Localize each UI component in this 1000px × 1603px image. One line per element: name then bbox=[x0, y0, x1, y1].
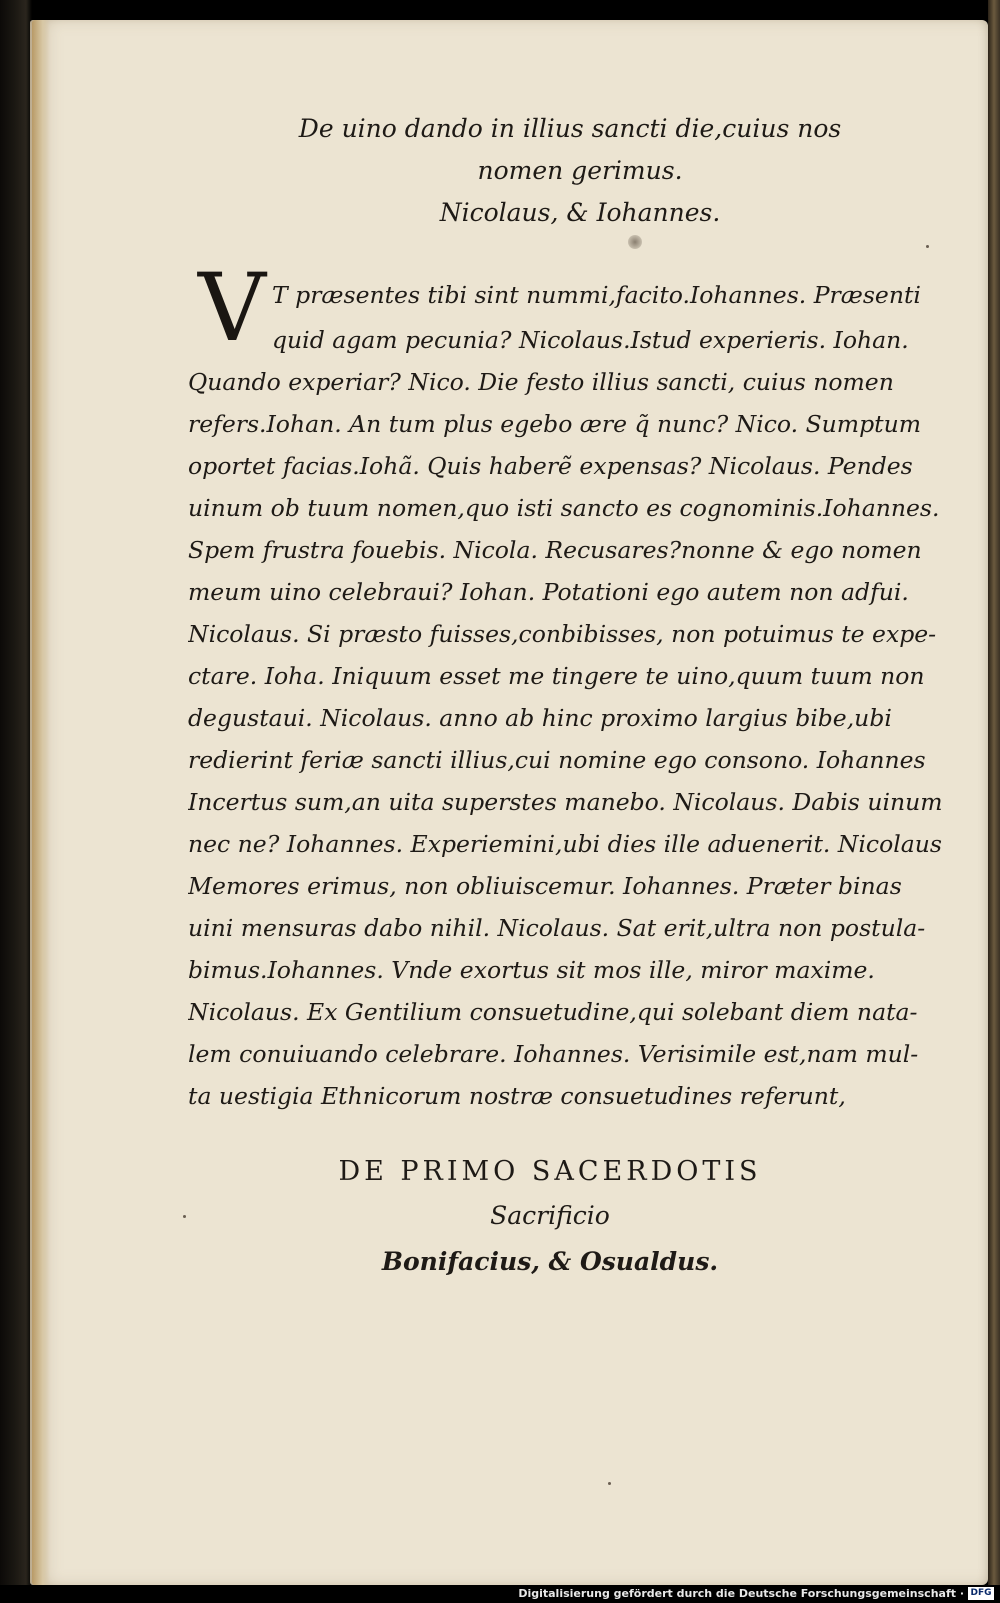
section-heading-line-2: nomen gerimus. bbox=[477, 156, 683, 185]
dialogue-line: Memores erimus, non obliuiscemur. Iohannes. Præter binas bbox=[188, 872, 902, 900]
dialogue-line: Nicolaus. Ex Gentilium consuetudine,qui solebant diem nata- bbox=[188, 998, 918, 1026]
dialogue-line: Nicolaus. Si præsto fuisses,conbibisses, non potuimus te expe- bbox=[188, 620, 937, 648]
paper-speck bbox=[183, 1215, 186, 1218]
dialogue-line: Incertus sum,an uita superstes manebo. Nicolaus. Dabis uinum bbox=[188, 788, 943, 816]
dialogue-line: quid agam pecunia? Nicolaus.Istud experieris. Iohan. bbox=[272, 326, 909, 354]
page-gutter-shadow bbox=[32, 20, 50, 1585]
next-section-speakers: Bonifacius, & Osualdus. bbox=[381, 1247, 719, 1276]
dialogue-line: ctare. Ioha. Iniquum esset me tingere te uino,quum tuum non bbox=[188, 662, 925, 690]
section-heading-line-1: De uino dando in illius sancti die,cuius nos bbox=[298, 114, 842, 143]
dialogue-line: Spem frustra fouebis. Nicola. Recusares?nonne & ego nomen bbox=[188, 536, 922, 564]
digitization-credit: Digitalisierung gefördert durch die Deutsche Forschungsgemeinschaft · bbox=[518, 1587, 964, 1600]
dialogue-line: oportet facias.Iohã. Quis haberẽ expensas? Nicolaus. Pendes bbox=[188, 452, 913, 480]
dfg-logo: DFG bbox=[968, 1587, 994, 1600]
dialogue-line: bimus.Iohannes. Vnde exortus sit mos ille, miror maxime. bbox=[188, 956, 875, 984]
dialogue-line: degustaui. Nicolaus. anno ab hinc proximo largius bibe,ubi bbox=[188, 704, 892, 732]
paper-speck bbox=[608, 1482, 611, 1485]
dialogue-line: refers.Iohan. An tum plus egebo ære q̃ nunc? Nico. Sumptum bbox=[188, 410, 921, 438]
section-heading-speakers: Nicolaus, & Iohannes. bbox=[439, 198, 721, 227]
book-fore-edge bbox=[988, 0, 1000, 1590]
next-section-subtitle: Sacrificio bbox=[490, 1201, 610, 1230]
dialogue-line: T præsentes tibi sint nummi,facito.Iohannes. Præsenti bbox=[272, 281, 921, 309]
dialogue-line: lem conuiuando celebrare. Iohannes. Verisimile est,nam mul- bbox=[188, 1040, 919, 1068]
dialogue-line: ta uestigia Ethnicorum nostræ consuetudines referunt, bbox=[188, 1082, 846, 1110]
ink-blot-ornament bbox=[628, 235, 642, 249]
dialogue-line: meum uino celebraui? Iohan. Potationi ego autem non adfui. bbox=[188, 578, 909, 606]
dialogue-line: Quando experiar? Nico. Die festo illius sancti, cuius nomen bbox=[188, 368, 894, 396]
dialogue-line: nec ne? Iohannes. Experiemini,ubi dies ille aduenerit. Nicolaus bbox=[188, 830, 942, 858]
dialogue-line: redierint feriæ sancti illius,cui nomine ego consono. Iohannes bbox=[188, 746, 926, 774]
dialogue-line: uinum ob tuum nomen,quo isti sancto es cognominis.Iohannes. bbox=[188, 494, 940, 522]
paper-speck bbox=[926, 245, 929, 248]
drop-cap: V bbox=[198, 254, 266, 363]
next-section-title: DE PRIMO SACERDOTIS bbox=[338, 1156, 762, 1187]
dialogue-line: uini mensuras dabo nihil. Nicolaus. Sat erit,ultra non postula- bbox=[188, 914, 926, 942]
